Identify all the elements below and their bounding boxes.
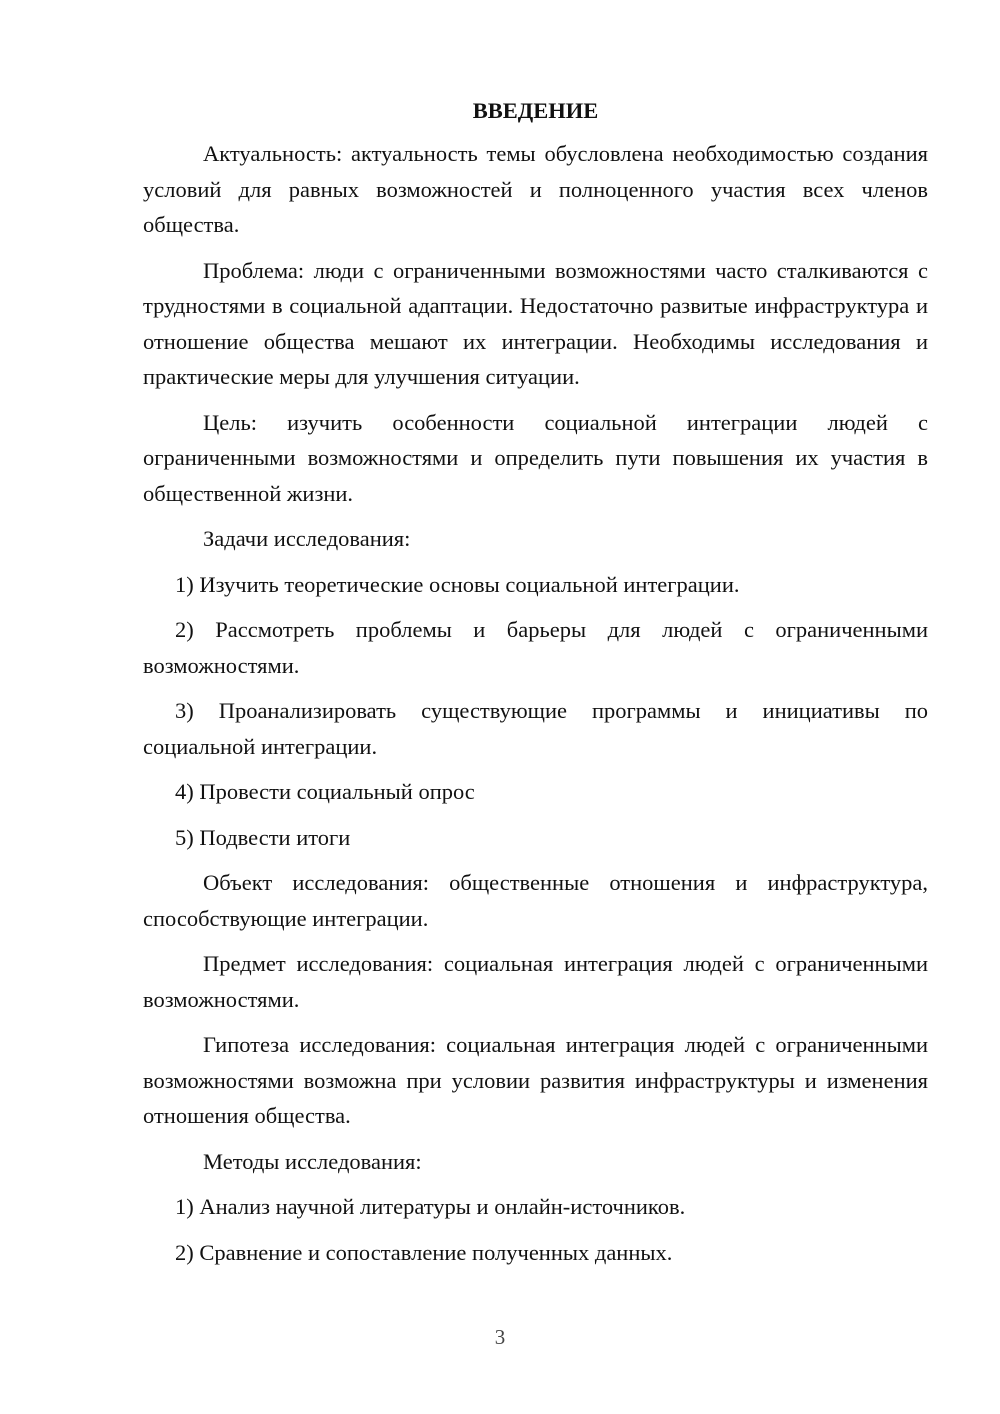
methods-heading: Методы исследования: — [203, 1148, 422, 1174]
subject-paragraph: Предмет исследования: социальная интеграция людей с ограниченными возможностями. — [143, 951, 928, 1012]
task-item-1: 1) Изучить теоретические основы социальной интеграции. — [175, 571, 740, 597]
page-number: 3 — [494, 1325, 506, 1349]
method-item-1: 1) Анализ научной литературы и онлайн-источников. — [175, 1194, 686, 1219]
task-item-5: 5) Подвести итоги — [175, 824, 351, 850]
task-item-3: 3) Проанализировать существующие программы и инициативы по социальной интеграции. — [143, 698, 928, 759]
page-content — [143, 96, 928, 1280]
relevance-paragraph: Актуальность: актуальность темы обусловлена необходимостью создания условий для равных возможностей и полноценного участия всех членов общества. — [143, 141, 928, 237]
tasks-heading: Задачи исследования: — [203, 526, 411, 551]
object-paragraph: Объект исследования: общественные отношения и инфраструктура, способствующие интеграции. — [143, 870, 928, 931]
task-item-2: 2) Рассмотреть проблемы и барьеры для людей с ограниченными возможностями. — [143, 617, 928, 678]
problem-paragraph: Проблема: люди с ограниченными возможностями часто сталкиваются с трудностями в социальной адаптации. Недостаточно развитые инфраструктура и отношение общества мешают их интеграции. Необходимы исследования и практические меры для улучшения ситуации. — [143, 257, 928, 389]
method-item-2: 2) Сравнение и сопоставление полученных данных. — [175, 1239, 673, 1265]
task-item-4: 4) Провести социальный опрос — [175, 779, 475, 804]
hypothesis-paragraph: Гипотеза исследования: социальная интеграция людей с ограниченными возможностями возможна при условии развития инфраструктуры и изменения отношения общества. — [143, 1032, 928, 1128]
goal-paragraph: Цель: изучить особенности социальной интеграции людей с ограниченными возможностями и определить пути повышения их участия в общественной жизни. — [143, 409, 928, 506]
page-title: ВВЕДЕНИЕ — [472, 98, 599, 123]
